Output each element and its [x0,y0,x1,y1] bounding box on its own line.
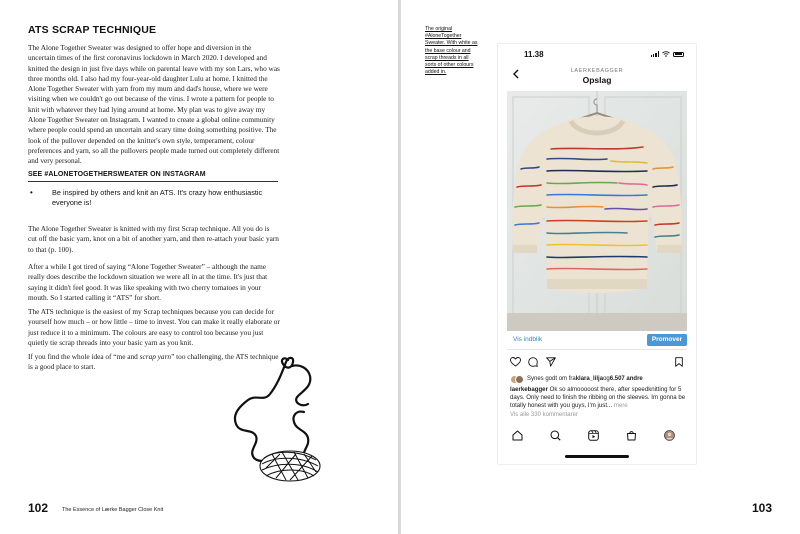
likes-user[interactable]: klara_lilja [575,376,604,382]
bookmark-icon[interactable] [675,357,683,367]
bottom-tab-bar [498,428,696,446]
status-time: 11.38 [524,50,544,59]
paragraph-4: The ATS technique is the easiest of my Scrap techniques because you can decide for yourself how much – or how little – time to invest. You can make it really elaborate or just reduce it to a minimum. The colours are easy to control too because you just quietly tie scrap threads into your basic yarn as you knit. [28,307,280,347]
instagram-subheading: SEE #ALONETOGETHERSWEATER ON INSTAGRAM [28,171,206,178]
view-comments-link[interactable]: Vis alle 330 kommentarer [510,412,578,418]
heart-icon[interactable] [510,357,521,367]
post-text: Ok so almooooost there, after speedknitting for 5 days. Only need to finish the ribbing on the sleeves. Im gonna be totally honest with you guys, I'm just... [510,386,686,409]
insights-bar [507,333,687,350]
instagram-screenshot [498,44,696,464]
page-number-right: 103 [751,501,772,515]
liker-avatars [510,375,524,383]
bullet-text: Be inspired by others and knit an ATS. It's crazy how enthusiastic everyone is! [52,188,263,207]
more-link[interactable]: mere [613,402,628,409]
reels-icon[interactable] [588,430,599,441]
signal-icon [651,51,659,57]
bullet-icon: • [30,188,33,197]
running-footer: The Essence of Lærke Bagger Close Knit [62,507,164,513]
status-icons [651,51,684,57]
view-insights-link[interactable]: Vis indblik [513,336,543,343]
p5-post: ” too challenging, the ATS technique is a good place to start. [28,352,279,372]
right-page [401,0,800,534]
wifi-icon [662,51,670,57]
post-caption [510,386,688,410]
likes-mid: og [603,376,610,382]
subheading-rule [28,181,278,182]
paragraph-2: The Alone Together Sweater is knitted with my first Scrap technique. All you do is cut off the basic yarn, knot on a bit of another yarn, and then re-attach your basic yarn to that (p. 100). [28,224,279,254]
p5-emphasis: scrap yarn [139,352,172,361]
p5-pre: If you find the whole idea of “me and [28,352,140,361]
page-title: ATS SCRAP TECHNIQUE [28,24,157,36]
account-name[interactable]: LAERKEBAGGER [570,68,624,74]
comment-icon[interactable] [528,357,538,367]
photo-caption: The original #AloneTogether Sweater. With white as the base colour and scrap threads in all sorts of other colours added in. [425,26,478,76]
share-icon[interactable] [546,357,556,367]
post-username[interactable]: laerkebagger [510,386,548,393]
intro-paragraph: The Alone Together Sweater was designed to offer hope and diversion in the uncertain times of the first coronavirus lockdown in March 2020. I developed and knitted the design in just five days while on parental leave with my son Lars, who was three months old. I also had my four-year-old daughter Lulu at home. I knitted the Alone Together Sweater with yarn from my mum and dad's house, where we were visiting when we couldn't go out because of the virus. I wrote a pattern for people to knit with whatever they had lying around at home. My plan was to give away my Alone Together Sweater on Instagram. I wanted to create a global online community where people could spend an uncertain and scary time doing something positive. The look of the pullover depended on the knitter's own style, temperament, colour preferences and yarn, so all the pullovers people made turned out completely different and very personal. [28,43,280,166]
likes-line [510,375,688,383]
shop-icon[interactable] [626,430,637,441]
battery-icon [673,52,684,57]
search-icon[interactable] [550,430,561,441]
post-header-title: Opslag [582,75,612,85]
paragraph-3: After a while I got tired of saying “Alone Together Sweater” – although the name really does describe the lockdown situation we were all in at the time. It's just that saying it didn't feel good. It was like speaking with two cherry tomatoes in your mouth. So I started calling it “ATS” for short. [28,262,268,302]
page-number-left: 102 [28,501,49,515]
home-icon[interactable] [512,430,523,441]
profile-avatar-icon[interactable] [664,430,675,441]
yarn-ball-doodle-icon [226,354,334,484]
left-page [0,0,398,534]
home-indicator [565,455,629,458]
likes-pre: Synes godt om fra [527,376,576,382]
sweater-photo[interactable] [507,91,687,331]
avatar [515,375,524,384]
status-bar [498,50,696,62]
post-actions [510,357,684,369]
bullet-item [28,188,278,208]
promote-button[interactable]: Promover [647,334,687,346]
likes-count[interactable]: 6.507 andre [609,376,643,382]
